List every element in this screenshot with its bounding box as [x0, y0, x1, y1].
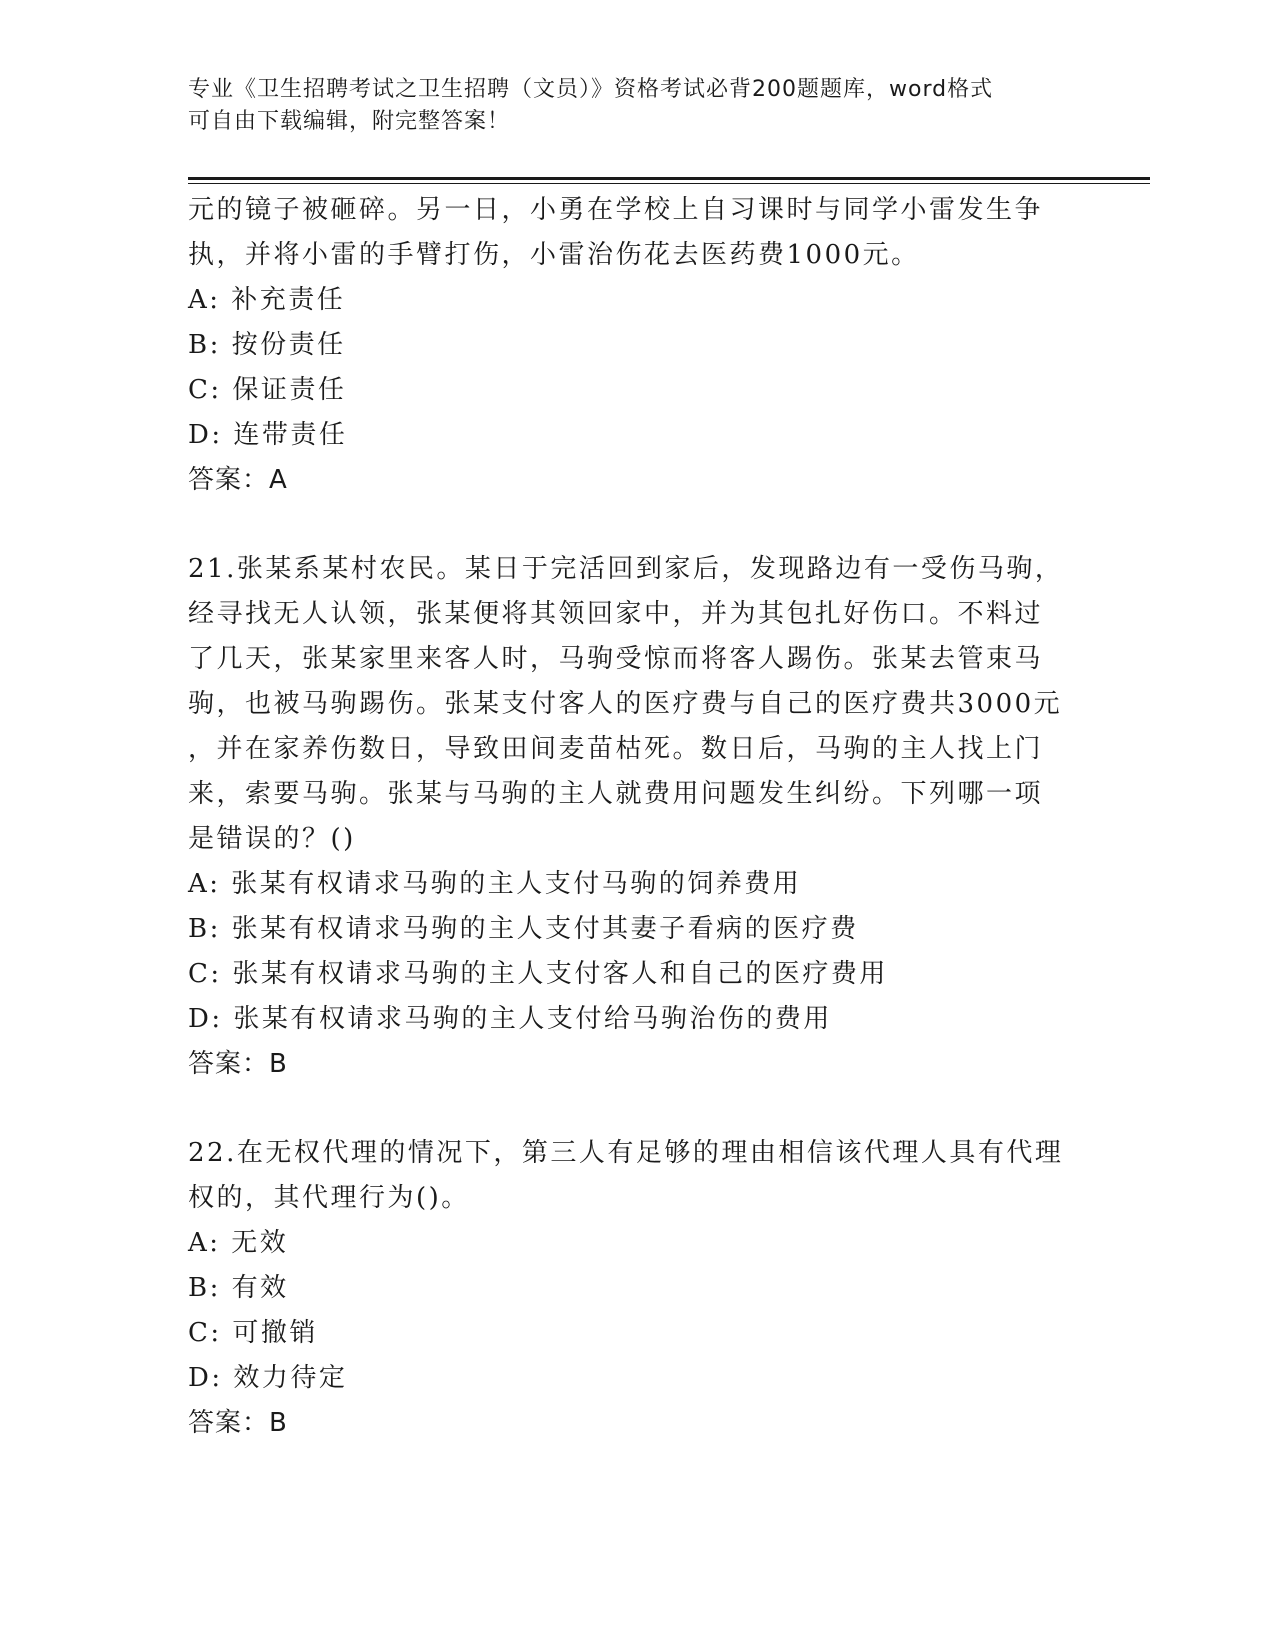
option-a: A: 张某有权请求马驹的主人支付马驹的饲养费用 [188, 869, 802, 899]
option-b: B: 有效 [188, 1273, 289, 1303]
question-text-line: 来，索要马驹。张某与马驹的主人就费用问题发生纠纷。下列哪一项 [188, 779, 1044, 809]
header-divider-thin [188, 183, 1150, 184]
question-text-line: 权的，其代理行为()。 [188, 1183, 470, 1213]
answer-line: 答案：B [188, 1408, 288, 1438]
option-d: D: 连带责任 [188, 420, 348, 450]
document-body [188, 188, 1078, 1446]
spacer [188, 1087, 1078, 1131]
question-21 [188, 547, 1078, 1087]
question-text-line: 了几天，张某家里来客人时，马驹受惊而将客人踢伤。张某去管束马 [188, 644, 1044, 674]
option-a: A: 补充责任 [188, 285, 346, 315]
option-d: D: 效力待定 [188, 1363, 348, 1393]
option-c: C: 张某有权请求马驹的主人支付客人和自己的医疗费用 [188, 959, 888, 989]
question-22 [188, 1131, 1078, 1446]
question-text-line: 经寻找无人认领，张某便将其领回家中，并为其包扎好伤口。不料过 [188, 599, 1044, 629]
question-20-continuation [188, 188, 1078, 503]
question-text-line: 执，并将小雷的手臂打伤，小雷治伤花去医药费1000元。 [188, 240, 920, 270]
option-d: D: 张某有权请求马驹的主人支付给马驹治伤的费用 [188, 1004, 832, 1034]
header-line-2: 可自由下载编辑，附完整答案！ [188, 109, 511, 134]
option-a: A: 无效 [188, 1228, 289, 1258]
question-text-line: 驹，也被马驹踢伤。张某支付客人的医疗费与自己的医疗费共3000元 [188, 689, 1063, 719]
option-b: B: 张某有权请求马驹的主人支付其妻子看病的医疗费 [188, 914, 859, 944]
header-line-1: 专业《卫生招聘考试之卫生招聘（文员）》资格考试必背200题题库，word格式 [188, 77, 994, 102]
question-text-line: 元的镜子被砸碎。另一日，小勇在学校上自习课时与同学小雷发生争 [188, 195, 1044, 225]
header-divider-thick [188, 177, 1150, 180]
option-b: B: 按份责任 [188, 330, 346, 360]
option-c: C: 可撤销 [188, 1318, 318, 1348]
question-text-line: 22.在无权代理的情况下，第三人有足够的理由相信该代理人具有代理 [188, 1138, 1064, 1168]
spacer [188, 503, 1078, 547]
document-header [188, 74, 1068, 138]
question-text-line: 是错误的？() [188, 824, 356, 854]
option-c: C: 保证责任 [188, 375, 347, 405]
answer-line: 答案：B [188, 1049, 288, 1079]
question-text-line: 21.张某系某村农民。某日于完活回到家后，发现路边有一受伤马驹， [188, 554, 1064, 584]
question-text-line: ，并在家养伤数日，导致田间麦苗枯死。数日后，马驹的主人找上门 [188, 734, 1044, 764]
answer-line: 答案：A [188, 465, 288, 495]
